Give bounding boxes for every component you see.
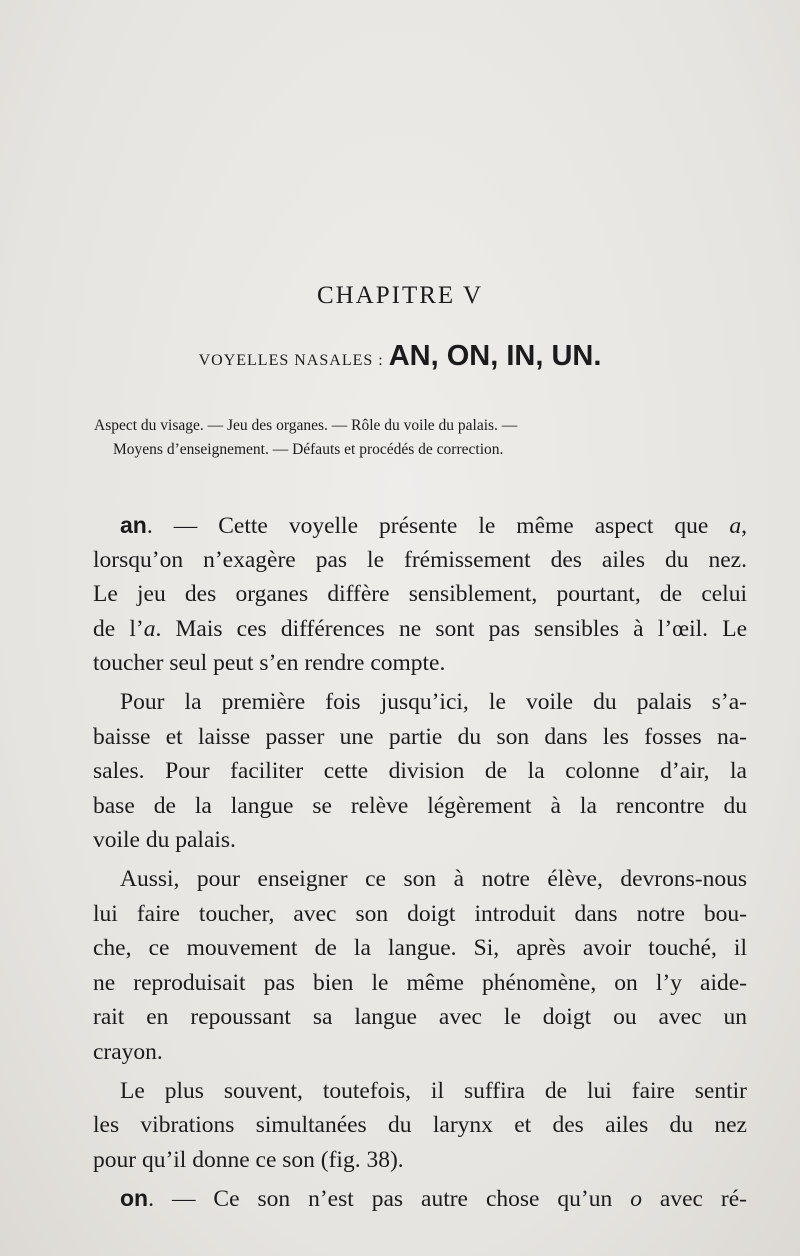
text-span: . — Cette voyelle présente le même aspect que xyxy=(146,513,730,539)
text-line: baisse et laisse passer une partie du son dans les fosses na- xyxy=(93,723,747,750)
body-text xyxy=(93,508,747,1216)
summary-line: Moyens d’enseignement. — Défauts et procédés de correction. xyxy=(113,441,504,458)
text-line xyxy=(93,1181,747,1216)
italic-letter: o xyxy=(630,1186,642,1213)
chapter-subtitle xyxy=(0,340,800,373)
text-span: . Mais ces différences ne sont pas sensibles à l’œil. Le xyxy=(155,615,747,642)
text-span: avec ré- xyxy=(641,1186,747,1213)
text-line: toucher seul peut s’en rendre compte. xyxy=(93,650,446,677)
text-line: Aussi, pour enseigner ce son à notre élève, devrons-nous xyxy=(120,865,747,892)
text-line: lui faire toucher, avec son doigt introduit dans notre bou- xyxy=(93,900,747,927)
text-line: che, ce mouvement de la langue. Si, après avoir touché, il xyxy=(93,935,747,962)
text-span: de l’ xyxy=(93,615,144,642)
text-line: Le jeu des organes diffère sensiblement, pourtant, de celui xyxy=(93,581,747,608)
text-line: rait en repoussant sa langue avec le doigt ou avec un xyxy=(93,1004,747,1031)
text-line: Le plus souvent, toutefois, il suffira de lui faire sentir xyxy=(120,1077,747,1104)
keyword-an: an xyxy=(120,512,147,538)
chapter-summary xyxy=(94,414,754,462)
keyword-on: on xyxy=(120,1185,149,1212)
chapter-title: CHAPITRE V xyxy=(316,282,484,309)
text-line: crayon. xyxy=(93,1038,163,1065)
text-line xyxy=(93,612,747,647)
text-line: les vibrations simultanées du larynx et des ailes du nez xyxy=(93,1112,747,1139)
italic-letter: a xyxy=(143,615,156,642)
text-line: sales. Pour faciliter cette division de la colonne d’air, la xyxy=(93,758,747,785)
subtitle-label: VOYELLES NASALES xyxy=(198,352,374,369)
text-line xyxy=(93,508,747,543)
summary-line: Aspect du visage. — Jeu des organes. — Rôle du voile du palais. — xyxy=(94,417,518,434)
text-span: , xyxy=(741,513,747,539)
text-line: lorsqu’on n’exagère pas le frémissement des ailes du nez. xyxy=(93,546,747,573)
text-line: ne reproduisait pas bien le même phénomène, on l’y aide- xyxy=(93,969,747,996)
text-line: pour qu’il donne ce son (fig. 38). xyxy=(93,1146,404,1173)
italic-letter: a xyxy=(729,513,742,539)
subtitle-vowels: AN, ON, IN, UN. xyxy=(388,340,602,372)
text-line: Pour la première fois jusqu’ici, le voile du palais s’a- xyxy=(120,688,747,715)
text-line: base de la langue se relève légèrement à la rencontre du xyxy=(93,792,747,819)
subtitle-separator: : xyxy=(373,352,389,369)
text-line: voile du palais. xyxy=(93,827,236,854)
text-span: . — Ce son n’est pas autre chose qu’un xyxy=(148,1186,631,1213)
